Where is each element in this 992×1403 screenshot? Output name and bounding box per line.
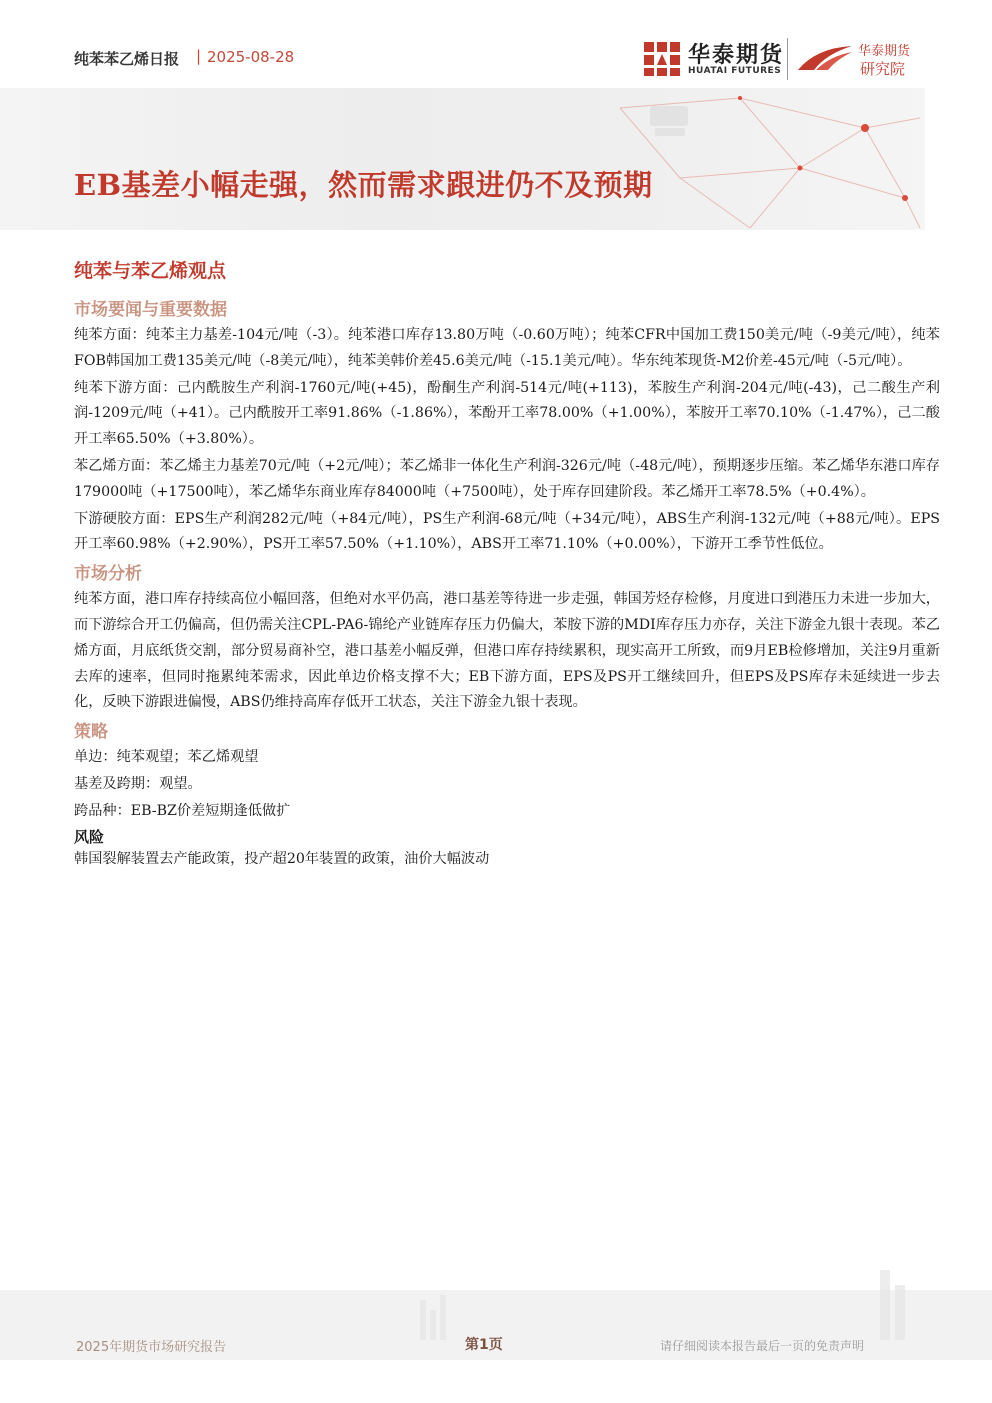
footer-page-number: 第1页: [465, 1337, 503, 1353]
institute-logo-icon: [796, 40, 854, 74]
market-analysis-paragraph: 纯苯方面，港口库存持续高位小幅回落，但绝对水平仍高，港口基差等待进一步走强，韩国芳烃存检修，月度进口到港压力未进一步加大，而下游综合开工仍偏高，但仍需关注CPL-PA6-锦纶产业链库存压力仍偏大，苯胺下游的MDI库存压力亦存，关注下游金九银十表现。苯乙烯方面，月底纸货交割，部分贸易商补空，港口基差小幅反弹，但港口库存持续累积，现实高开工所致，而9月EB检修增加，关注9月重新去库的速率，但同时拖累纯苯需求，因此单边价格支撑不大；EB下游方面，EPS及PS开工继续回升，但EPS及PS库存未延续进一步去化，反映下游跟进偏慢，ABS仍维持高库存低开工状态，关注下游金九银十表现。: [74, 591, 940, 711]
market-news-paragraph: 下游硬胶方面：EPS生产利润282元/吨（+84元/吨），PS生产利润-68元/吨（+34元/吨），ABS生产利润-132元/吨（+88元/吨）。EPS开工率60.98%（+2.90%），PS开工率57.50%（+1.10%），ABS开工率71.10%（+0.00%），下游开工季节性低位。: [74, 510, 940, 553]
market-news-paragraph: 纯苯下游方面：己内酰胺生产利润-1760元/吨(+45)，酚酮生产利润-514元/吨(+113)，苯胺生产利润-204元/吨(-43)，己二酸生产利润-1209元/吨（+41）。己内酰胺开工率91.86%（-1.86%），苯酚开工率78.00%（+1.00%），苯胺开工率70.10%（-1.47%），己二酸开工率65.50%（+3.80%）。: [74, 379, 940, 448]
header-separator: |: [196, 47, 202, 65]
strategy-title: 策略: [74, 722, 108, 743]
report-header: [0, 0, 992, 232]
logo-english: HUATAI FUTURES: [688, 66, 782, 76]
logo-chinese: 华泰期货: [688, 43, 785, 68]
risk-text: 韩国裂解装置去产能政策，投产超20年装置的政策，油价大幅波动: [74, 850, 490, 867]
strategy-item: 基差及跨期：观望。: [74, 775, 202, 792]
institute-name-line1: 华泰期货: [858, 44, 911, 59]
section-title: 纯苯与苯乙烯观点: [74, 260, 227, 282]
report-name: 纯苯苯乙烯日报: [74, 50, 180, 68]
institute-name-line2: 研究院: [860, 60, 906, 78]
risk-title: 风险: [74, 827, 105, 846]
market-news-title: 市场要闻与重要数据: [74, 300, 227, 320]
report-body: [74, 256, 940, 873]
market-news-paragraph: 苯乙烯方面：苯乙烯主力基差70元/吨（+2元/吨）；苯乙烯非一体化生产利润-326元/吨（-48元/吨），预期逐步压缩。苯乙烯华东港口库存179000吨（+17500吨），苯乙烯华东商业库存84000吨（+7500吨），处于库存回建阶段。苯乙烯开工率78.5%（+0.4%）。: [74, 457, 940, 500]
market-analysis-title: 市场分析: [74, 564, 142, 585]
footer-disclaimer: 请仔细阅读本报告最后一页的免责声明: [660, 1339, 865, 1353]
market-news-paragraph: 纯苯方面：纯苯主力基差-104元/吨（-3）。纯苯港口库存13.80万吨（-0.60万吨）；纯苯CFR中国加工费150美元/吨（-9美元/吨），纯苯FOB韩国加工费135美元/吨（-8美元/吨），纯苯美韩价差45.6美元/吨（-15.1美元/吨）。华东纯苯现货-M2价差-45元/吨（-5元/吨）。: [74, 327, 940, 369]
report-date: 2025-08-28: [207, 48, 295, 66]
strategy-item: 跨品种：EB-BZ价差短期逢低做扩: [74, 802, 291, 819]
strategy-item: 单边：纯苯观望；苯乙烯观望: [74, 749, 259, 766]
huatai-logo-icon: [642, 40, 682, 78]
footer-decoration-icon: [0, 1250, 992, 1403]
report-title: EB基差小幅走强，然而需求跟进仍不及预期: [74, 168, 653, 202]
logo-divider: [787, 38, 788, 80]
footer-report-label: 2025年期货市场研究报告: [76, 1340, 227, 1355]
network-decoration-icon: [600, 88, 925, 230]
